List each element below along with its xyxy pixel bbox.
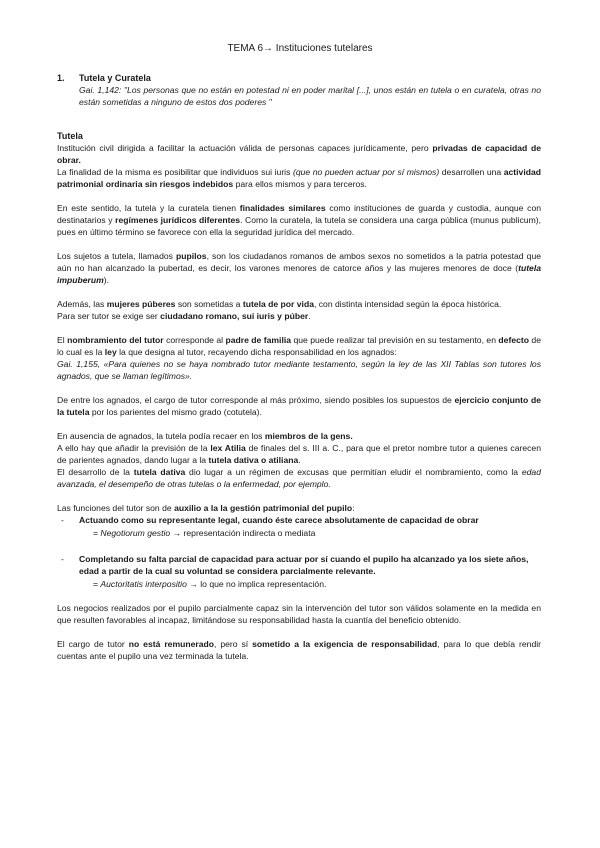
paragraph-cotutela: De entre los agnados, el cargo de tutor corresponde al más próximo, siendo posibles los supuestos de ejercicio conjunto de la tutela por los parientes del mismo grado (cotutela). bbox=[57, 395, 541, 417]
paragraph-similarities: En este sentido, la tutela y la curatela tienen finalidades similares como instituciones de guarda y custodia, aunque con destinatarios y regímenes jurídicos diferentes. Como la curatela, la tutela se considera una carga pública (munus publicum), pues en último término se favorece con ella la seguridad jurídica del mercado. bbox=[57, 203, 542, 237]
tutela-heading: Tutela bbox=[57, 131, 83, 141]
document-title: TEMA 6→ Instituciones tutelares bbox=[227, 43, 373, 54]
document-content bbox=[57, 72, 541, 662]
section-title: Tutela y Curatela bbox=[79, 73, 151, 83]
paragraph-excusas: El desarrollo de la tutela dativa dio lugar a un régimen de excusas que permitían eludir el nombramiento, como la edad avanzada, el desempeño de otras tutelas o la enfermedad, por ejemplo. bbox=[57, 467, 541, 489]
paragraph-negocios: Los negocios realizados por el pupilo parcialmente capaz sin la intervención del tutor son válidos solamente en la medida en que resulten favorables al incapaz, limitándose su responsabilidad hasta la cuantía del beneficio obtenido. bbox=[57, 603, 541, 625]
function-note: = Auctoritatis interpositio → lo que no implica representación. bbox=[93, 579, 327, 589]
section-number: 1. bbox=[57, 73, 65, 83]
function-note: = Negotiorum gestio → representación indirecta o mediata bbox=[93, 528, 316, 538]
paragraph-remuneration: El cargo de tutor no está remunerado, pero sí sometido a la exigencia de responsabilidad, para lo que debía rendir cuentas ante el pupilo una vez terminada la tutela. bbox=[57, 639, 542, 661]
list-item: - Completando su falta parcial de capacidad para actuar por sí cuando el pupilo ha alcanzado ya los siete años, edad a partir de la cual su voluntad se considera parcialmente relevante. = Auctoritatis interpositio → lo que no implica representación. bbox=[57, 553, 541, 590]
paragraph-functions: Las funciones del tutor son de auxilio a la la gestión patrimonial del pupilo: bbox=[57, 503, 355, 513]
paragraph-women: Además, las mujeres púberes son sometidas a tutela de por vida, con distinta intensidad según la época histórica. bbox=[57, 299, 502, 309]
paragraph-purpose: La finalidad de la misma es posibilitar que individuos sui iuris (que no pueden actuar por sí mismos) desarrollen una actividad patrimonial ordinaria sin riesgos indebidos para ellos mismos y para terceros. bbox=[57, 167, 541, 189]
paragraph-definition: Institución civil dirigida a facilitar la actuación válida de personas capaces jurídicamente, pero privadas de capacidad de obrar. bbox=[57, 143, 541, 165]
paragraph-lex-atilia: A ello hay que añadir la previsión de la lex Atilia de finales del s. III a. C., para que el pretor nombre tutor a quienes carecen de parientes agnados, dando lugar a la tutela dativa o atiliana. bbox=[57, 443, 541, 465]
paragraph-tutor-requirements: Para ser tutor se exige ser ciudadano romano, sui iuris y púber. bbox=[57, 311, 311, 321]
paragraph-gens: En ausencia de agnados, la tutela podía recaer en los miembros de la gens. bbox=[57, 431, 353, 441]
gaius-quote: Gai. 1,142: "Los personas que no están en potestad ni en poder marital [...], unos están en tutela o en curatela, otras no están sometidas a ninguno de estos dos poderes " bbox=[79, 85, 541, 107]
paragraph-pupils: Los sujetos a tutela, llamados pupilos, son los ciudadanos romanos de ambos sexos no sometidos a la patria potestad que aún no han alcanzado la pubertad, es decir, los varones menores de catorce años y las mujeres menores de doce (tutela impuberum). bbox=[57, 251, 542, 285]
section-heading bbox=[57, 72, 541, 84]
functions-list bbox=[57, 514, 541, 590]
gaius-quote-agnados: Gai. 1,155, «Para quienes no se haya nombrado tutor mediante testamento, según la ley de las XII Tablas son tutores los agnados, que se llaman legítimos». bbox=[57, 359, 541, 381]
paragraph-appointment: El nombramiento del tutor corresponde al padre de familia que puede realizar tal previsión en su testamento, en defecto de lo cual es la ley la que designa al tutor, recayendo dicha responsabilidad en los agnados: bbox=[57, 335, 541, 357]
list-item: - Actuando como su representante legal, cuando éste carece absolutamente de capacidad de obrar = Negotiorum gestio → representación indirecta o mediata bbox=[57, 514, 541, 539]
